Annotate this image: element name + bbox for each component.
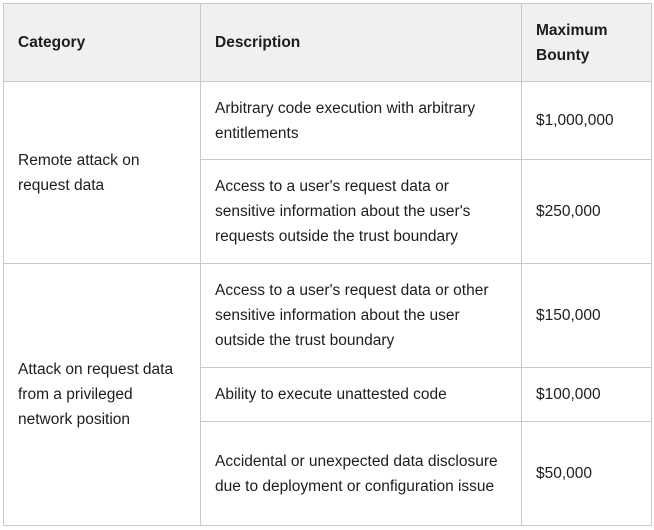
bounty-cell: $100,000	[522, 368, 652, 422]
description-cell: Access to a user's request data or sensitive information about the user's requests outside the trust boundary	[201, 160, 522, 264]
table-row	[4, 82, 652, 160]
header-category: Category	[4, 4, 201, 82]
table-header-row	[4, 4, 652, 82]
header-maximum-bounty: Maximum Bounty	[522, 4, 652, 82]
category-cell: Attack on request data from a privileged network position	[4, 264, 201, 526]
description-cell: Accidental or unexpected data disclosure due to deployment or configuration issue	[201, 422, 522, 526]
header-description: Description	[201, 4, 522, 82]
bounty-table	[3, 3, 652, 526]
category-cell: Remote attack on request data	[4, 82, 201, 264]
bounty-cell: $150,000	[522, 264, 652, 368]
bounty-cell: $50,000	[522, 422, 652, 526]
description-cell: Arbitrary code execution with arbitrary entitlements	[201, 82, 522, 160]
description-cell: Access to a user's request data or other sensitive information about the user outside the trust boundary	[201, 264, 522, 368]
bounty-cell: $1,000,000	[522, 82, 652, 160]
bounty-cell: $250,000	[522, 160, 652, 264]
table-row	[4, 264, 652, 368]
description-cell: Ability to execute unattested code	[201, 368, 522, 422]
